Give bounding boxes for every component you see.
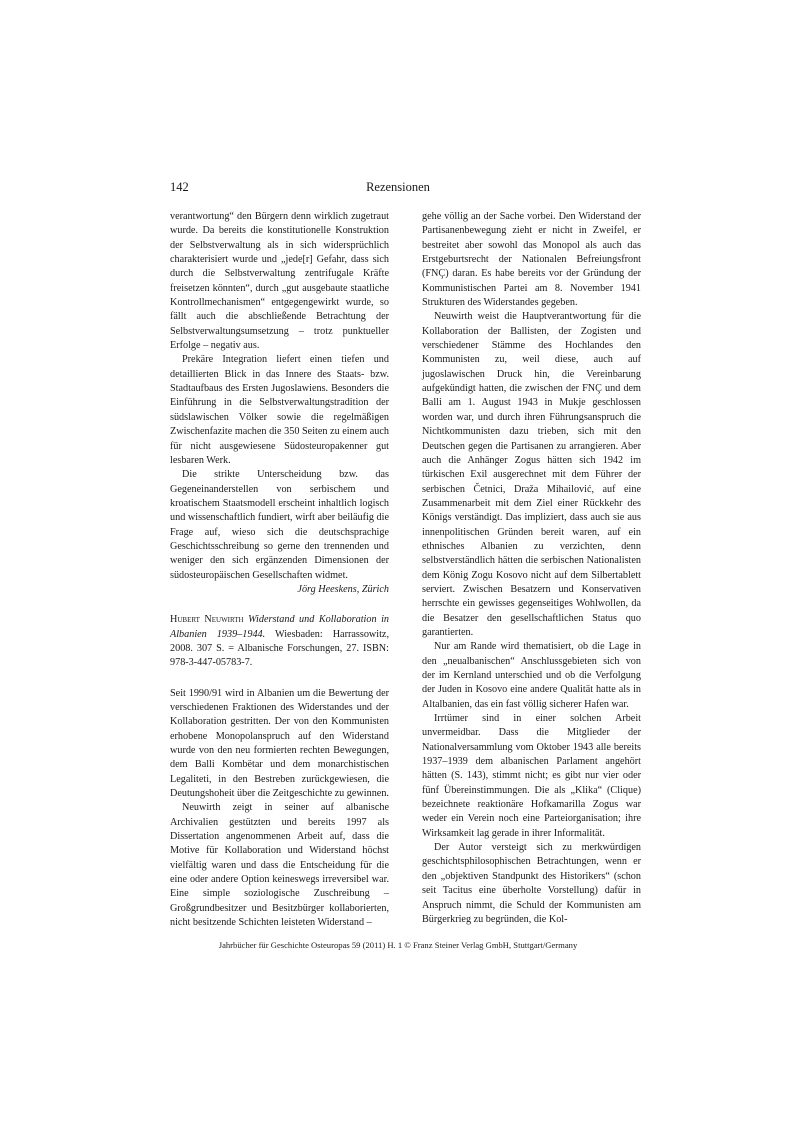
review-book-details: Wiesbaden: Harrassowitz, 2008. 307 S. = Albanische Forschungen, 27. ISBN: 978-3-447-05783-7.: [170, 628, 389, 669]
paragraph: gehe völlig an der Sache vorbei. Den Widerstand der Partisanenbewegung zieht er nicht in Zweifel, er bestreitet aber sowohl das Monopol als auch das Erstgeburtsrecht der Nationalen Befreiungsfront (FNÇ) daran. Es habe bereits vor der Gründung der Kommunistischen Partei am 8. November 1941 Strukturen des Widerstandes gegeben.: [422, 211, 641, 309]
paragraph: Die strikte Unterscheidung bzw. das Gegeneinanderstellen von serbischem und kroatischem Staatsmodell erscheint inhaltlich logisch und wissenschaftlich fundiert, wirft aber beiläufig die Frage auf, wieso sich die deutschsprachige Geschichtsschreibung so gerne den trennenden und weniger den sich ergänzenden Dimensionen der südosteuropäischen Gesellschaften widmet.: [170, 469, 389, 581]
running-head: Rezensionen: [366, 180, 430, 194]
paragraph: Der Autor versteigt sich zu merkwürdigen geschichtsphilosophischen Betrachtungen, wenn er den „objektiven Standpunkt des Historikers“ (schon seit Tacitus eine überholte Vorstellung) dafür in Anspruch nimmt, die Schuld der Kommunisten am Bürgerkrieg zu begründen, die Kol-: [422, 842, 641, 925]
paragraph: Neuwirth weist die Hauptverantwortung für die Kollaboration der Ballisten, der Zogisten und verschiedener Stämme des Hochlandes den Kommunisten zu, weil diese, auch auf jugoslawischen Druck hin, die Vereinbarung aufgekündigt hatten, die zwischen der FNÇ und dem Balli am 1. August 1943 in Mukje geschlossen worden war, und durch ihren Führungsanspruch die Nichtkommunisten dazu trieben, sich mit den Deutschen gegen die Partisanen zu arrangieren. Aber auch die Anhänger Zogus hätten sich 1942 im türkischen Exil ausgerechnet mit dem Führer der serbischen Četnici, Draža Mihailović, auf eine Zusammenarbeit mit dem Ziel einer Rückkehr des Königs verständigt. Das impliziert, dass auch sie aus innenpolitischen Gründen bereit waren, auf ein ethnisches Albanien zu verzichten, denn selbstverständlich hätten die serbischen Nationalisten dem König Zogu Kosovo nicht auf dem Silbertablett serviert. Zwischen Besatzern und Konservativen herrschte ein gewisses gegenseitiges Wohlwollen, da die Besatzer den gesellschaftlichen Status quo garantierten.: [422, 311, 641, 638]
left-column: [170, 210, 389, 931]
paragraph: Seit 1990/91 wird in Albanien um die Bewertung der verschiedenen Fraktionen des Widerstandes und der Kollaboration gestritten. Der von den Kommunisten erhobene Monopolanspruch auf den Widerstand wurde von den neu formierten rechten Bewegungen, dem Balli Kombëtar und dem monarchistischen Legaliteti, in den Bestreben zurückgewiesen, die Deutungshoheit über die Zeitgeschichte zu gewinnen.: [170, 687, 389, 800]
paragraph: Irrtümer sind in einer solchen Arbeit unvermeidbar. Dass die Mitglieder der Nationalversammlung vom Oktober 1943 alle bereits 1937–1939 dem albanischen Parlament angehört hätten (S. 143), stimmt nicht; es gibt nur vier oder fünf Übereinstimmungen. Die als „Klika“ (Clique) bezeichnete reaktionäre Hofkamarilla Zogus war weder ein Verein noch eine Parteiorganisation; ihre Wirksamkeit lag gerade in ihrer Informalität.: [422, 713, 641, 839]
paragraph: verantwortung“ den Bürgern denn wirklich zugetraut wurde. Da bereits die konstitutionelle Konstruktion der Selbstverwaltung als in sich widersprüchlich charakterisiert wurde und „jede[r] Gefahr, dass sich durch die Selbstverwaltung zentrifugale Kräfte freisetzen könnten“, durch „gut ausgebaute staatliche Kontrollmechanismen“ entgegengewirkt wurde, so fällt auch die abschließende Betrachtung der Selbstverwaltungsumsetzung – trotz punktueller Erfolge – negativ aus.: [170, 211, 389, 352]
reviewer-signature: Jörg Heeskens, Zürich: [297, 583, 389, 595]
page-footer: Jahrbücher für Geschichte Osteuropas 59 (2011) H. 1 © Franz Steiner Verlag GmbH, Stuttgart/Germany: [218, 940, 578, 950]
review-book-title: Widerstand und Kollaboration in Albanien 1939–1944.: [170, 614, 390, 640]
right-column: [422, 210, 641, 927]
page-number: 142: [170, 180, 189, 194]
paragraph: Prekäre Integration liefert einen tiefen und detaillierten Blick in das Innere des Staats- bzw. Stadtaufbaus des Ersten Jugoslawiens. Besonders die Einführung in die Selbstverwaltungstradition der südslawischen Völker sowie die regelmäßigen Zwischenfazite machen die 350 Seiten zu einem auch für nicht ausgewiesene Südosteuropakenner gut lesbaren Werk.: [170, 354, 389, 466]
page-header: [170, 180, 626, 196]
paragraph: Nur am Rande wird thematisiert, ob die Lage in den „neualbanischen“ Anschlussgebieten sich von der im Kernland unterschied und ob die Verfolgung der Juden in Kosovo eine andere Qualität hatte als in Altalbanien, das ein fast völlig sicherer Hafen war.: [422, 641, 641, 710]
paragraph: Neuwirth zeigt in seiner auf albanische Archivalien gestützten und bereits 1997 als Dissertation angenommenen Arbeit auf, dass die Motive für Kollaboration und Widerstand höchst vielfältig waren und dass die Entscheidung für die eine oder andere Option keineswegs irreversibel war. Eine simple soziologische Zuschreibung – Großgrundbesitzer und Besitzbürger kollaborierten, nicht besitzende Schichten leisteten Widerstand –: [170, 802, 389, 929]
review-heading: [170, 613, 389, 670]
review-author: Hubert Neuwirth: [170, 614, 244, 626]
